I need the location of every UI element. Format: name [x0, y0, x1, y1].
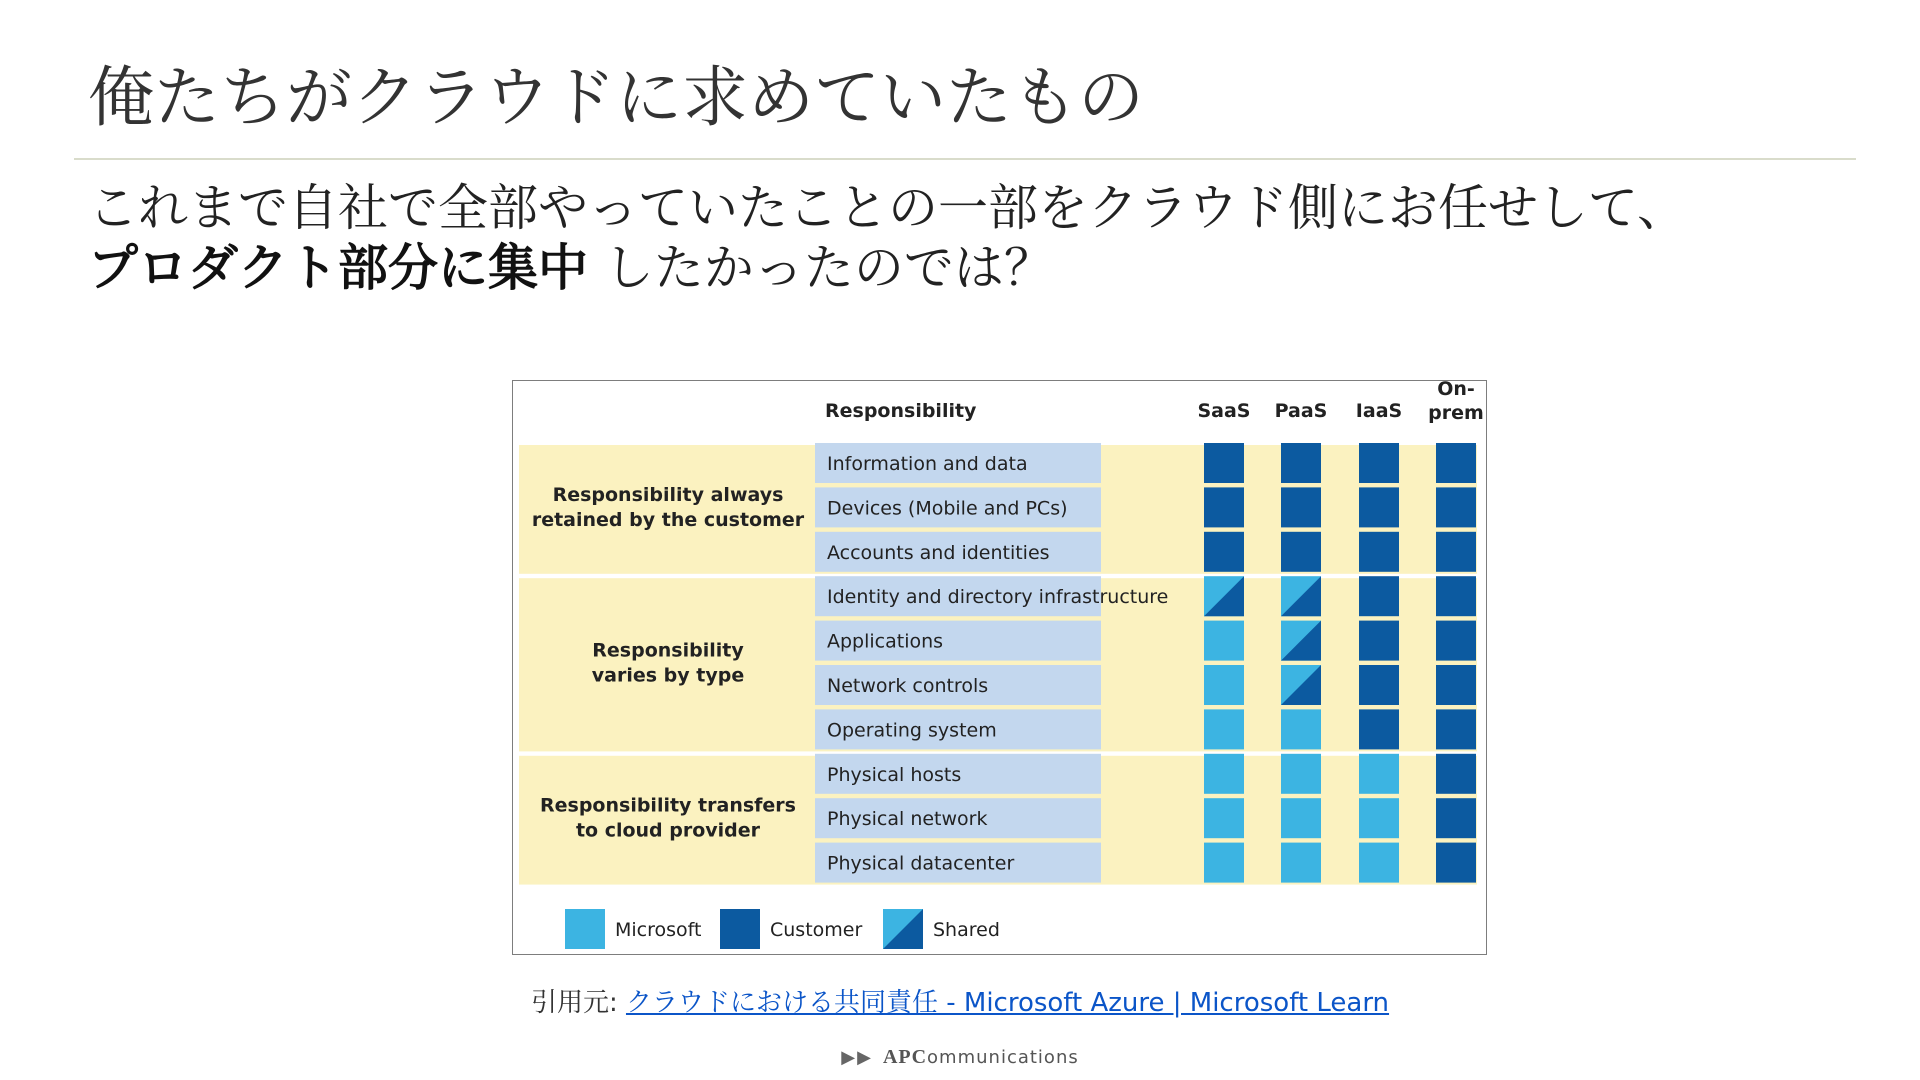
cell-7-1 — [1281, 754, 1321, 794]
cell-0-3 — [1436, 443, 1476, 483]
cell-0-1 — [1281, 443, 1321, 483]
cell-7-0 — [1204, 754, 1244, 794]
legend-label-1: Customer — [770, 919, 863, 941]
cell-9-2 — [1359, 843, 1399, 883]
row-label-6: Operating system — [827, 719, 997, 742]
legend-swatch-1 — [720, 909, 760, 949]
logo-arrows-icon: ▶▶ — [841, 1047, 873, 1067]
cell-9-3 — [1436, 843, 1476, 883]
header-responsibility: Responsibility — [825, 400, 977, 422]
legend-label-2: Shared — [933, 919, 1000, 941]
cell-1-1 — [1281, 487, 1321, 527]
cell-3-2 — [1359, 576, 1399, 616]
row-label-5: Network controls — [827, 675, 989, 697]
cell-5-0 — [1204, 665, 1244, 705]
cell-1-0 — [1204, 487, 1244, 527]
cell-7-2 — [1359, 754, 1399, 794]
cell-6-0 — [1204, 709, 1244, 749]
cell-4-0 — [1204, 621, 1244, 661]
group-label-2: Responsibility transfers to cloud provider — [540, 794, 796, 842]
responsibility-matrix — [513, 381, 1486, 954]
column-header-1: PaaS — [1274, 400, 1328, 422]
cell-0-2 — [1359, 443, 1399, 483]
cell-4-3 — [1436, 621, 1476, 661]
cell-2-2 — [1359, 532, 1399, 572]
cell-8-1 — [1281, 798, 1321, 838]
cell-2-3 — [1436, 532, 1476, 572]
cell-7-3 — [1436, 754, 1476, 794]
citation-link[interactable]: クラウドにおける共同責任 - Microsoft Azure | Microsoft Learn — [625, 988, 1390, 1018]
citation — [0, 982, 1920, 1019]
logo-brand-rest: ommunications — [927, 1047, 1079, 1068]
cell-6-3 — [1436, 709, 1476, 749]
legend-label-0: Microsoft — [615, 919, 702, 941]
row-label-0: Information and data — [827, 453, 1028, 475]
subtitle-line-1: これまで自社で全部やっていたことの一部をクラウド側にお任せして、 — [88, 179, 1687, 237]
cell-5-2 — [1359, 665, 1399, 705]
legend-swatch-0 — [565, 909, 605, 949]
group-label-0: Responsibility always retained by the customer — [531, 483, 805, 531]
row-label-9: Physical datacenter — [827, 852, 1015, 875]
row-label-4: Applications — [827, 630, 944, 653]
subtitle-line-2-rest: したかったのでは？ — [588, 239, 1054, 297]
row-label-2: Accounts and identities — [827, 541, 1050, 564]
column-header-2: IaaS — [1355, 400, 1403, 422]
subtitle-line-2 — [88, 238, 1687, 298]
cell-4-2 — [1359, 621, 1399, 661]
row-label-1: Devices (Mobile and PCs) — [827, 497, 1068, 520]
row-label-3: Identity and directory infrastructure — [827, 586, 1169, 609]
column-header-0: SaaS — [1197, 400, 1251, 422]
cell-8-3 — [1436, 798, 1476, 838]
cell-9-0 — [1204, 843, 1244, 883]
cell-3-3 — [1436, 576, 1476, 616]
column-header-3: On-prem — [1428, 381, 1484, 424]
cell-9-1 — [1281, 843, 1321, 883]
cell-6-1 — [1281, 709, 1321, 749]
citation-prefix: 引用元: — [530, 988, 626, 1018]
cell-1-2 — [1359, 487, 1399, 527]
cell-8-0 — [1204, 798, 1244, 838]
row-label-7: Physical hosts — [827, 763, 962, 786]
cell-6-2 — [1359, 709, 1399, 749]
slide-subtitle — [88, 178, 1687, 298]
cell-2-0 — [1204, 532, 1244, 572]
group-label-1: Responsibility varies by type — [591, 639, 745, 687]
cell-8-2 — [1359, 798, 1399, 838]
cell-0-0 — [1204, 443, 1244, 483]
company-logo — [0, 1046, 1920, 1069]
row-label-8: Physical network — [827, 808, 988, 831]
shared-responsibility-figure — [512, 380, 1487, 955]
subtitle-emphasis: プロダクト部分に集中 — [88, 239, 588, 297]
cell-1-3 — [1436, 487, 1476, 527]
logo-brand-ap: APC — [882, 1046, 928, 1068]
title-divider — [74, 158, 1856, 160]
slide-title: 俺たちがクラウドに求めていたもの — [88, 59, 1144, 136]
cell-2-1 — [1281, 532, 1321, 572]
cell-5-3 — [1436, 665, 1476, 705]
